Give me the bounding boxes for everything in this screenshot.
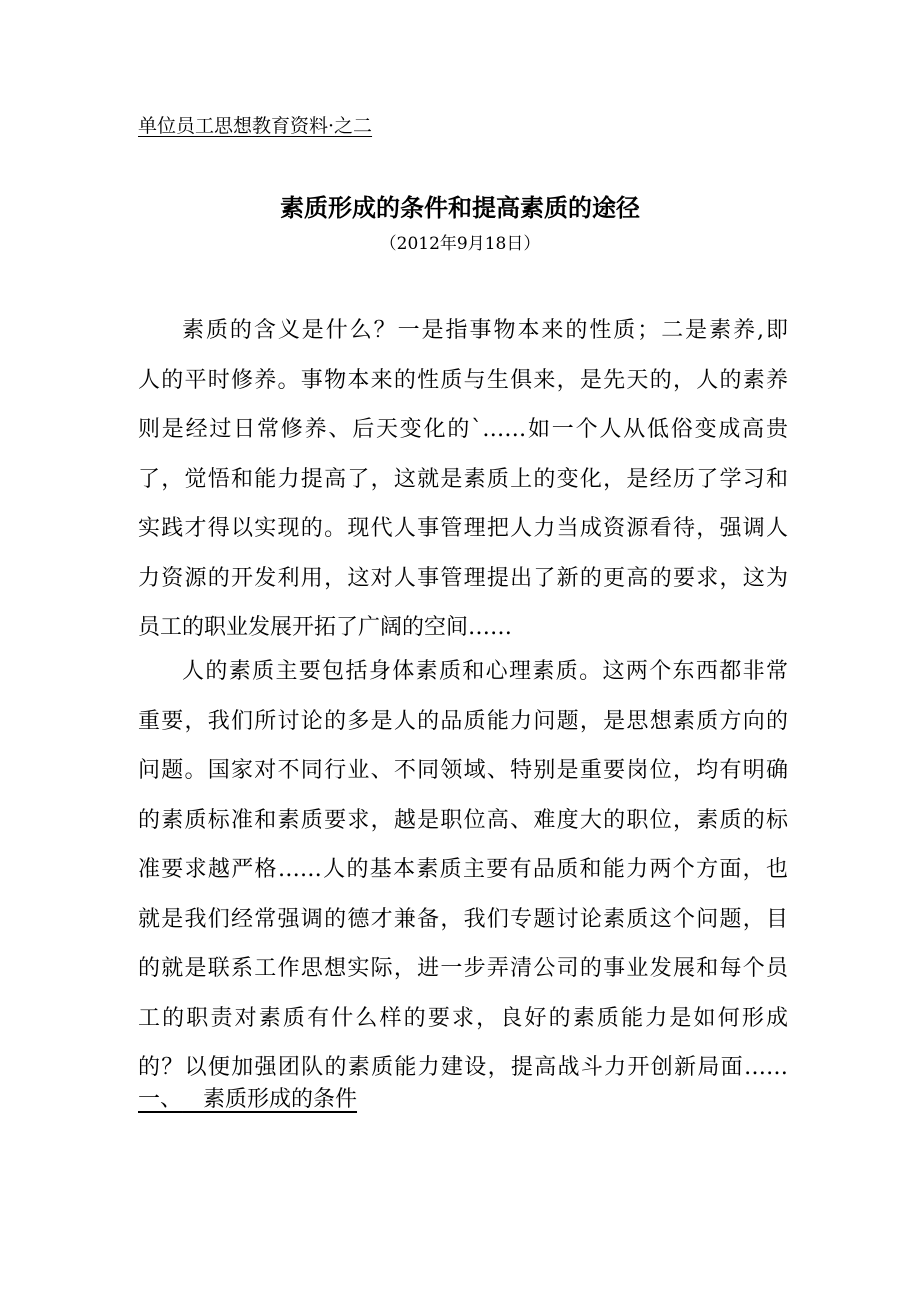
section-number: 一、 bbox=[138, 1087, 183, 1112]
paragraph-line: 的就是联系工作思想实际，进一步弄清公司的事业发展和每个员 bbox=[138, 956, 788, 981]
paragraph-line: 就是我们经常强调的德才兼备，我们专题讨论素质这个问题，目 bbox=[138, 906, 788, 932]
paragraph-line: 了，觉悟和能力提高了，这就是素质上的变化，是经历了学习和 bbox=[138, 466, 788, 492]
paragraph-2 bbox=[138, 647, 788, 1093]
paragraph-line: 人的平时修养。事物本来的性质与生俱来，是先天的，人的素养 bbox=[138, 367, 788, 393]
paragraph-line: 力资源的开发利用，这对人事管理提出了新的更高的要求，这为 bbox=[138, 565, 788, 591]
paragraph-line: 素质的含义是什么？一是指事物本来的性质；二是素养,即 bbox=[182, 318, 788, 343]
paragraph-line: 工的职责对素质有什么样的要求，良好的素质能力是如何形成 bbox=[138, 1005, 788, 1031]
section-heading bbox=[138, 1080, 357, 1120]
paragraph-line: 则是经过日常修养、后天变化的`……如一个人从低俗变成高贵 bbox=[138, 417, 788, 442]
paragraph-line: 的素质标准和素质要求，越是职位高、难度大的职位，素质的标 bbox=[138, 807, 788, 833]
document-title: 素质形成的条件和提高素质的途径 bbox=[280, 193, 640, 222]
paragraph-line: 员工的职业发展开拓了广阔的空间…… bbox=[138, 615, 513, 640]
paragraph-line: 实践才得以实现的。现代人事管理把人力当成资源看待，强调人 bbox=[138, 516, 788, 541]
paragraph-line: 人的素质主要包括身体素质和心理素质。这两个东西都非常 bbox=[182, 659, 788, 684]
paragraph-line: 准要求越严格……人的基本素质主要有品质和能力两个方面，也 bbox=[138, 857, 788, 882]
paragraph-line: 重要，我们所讨论的多是人的品质能力问题，是思想素质方向的 bbox=[138, 708, 788, 734]
paragraph-line: 问题。国家对不同行业、不同领域、特别是重要岗位，均有明确 bbox=[138, 758, 788, 783]
paragraph-1 bbox=[138, 306, 788, 653]
document-date: （2012年9月18日） bbox=[379, 234, 541, 254]
series-label: 单位员工思想教育资料·之二 bbox=[138, 115, 373, 137]
section-title: 素质形成的条件 bbox=[203, 1087, 358, 1112]
paragraph-line: 的？以便加强团队的素质能力建设，提高战斗力开创新局面…… bbox=[138, 1055, 788, 1080]
